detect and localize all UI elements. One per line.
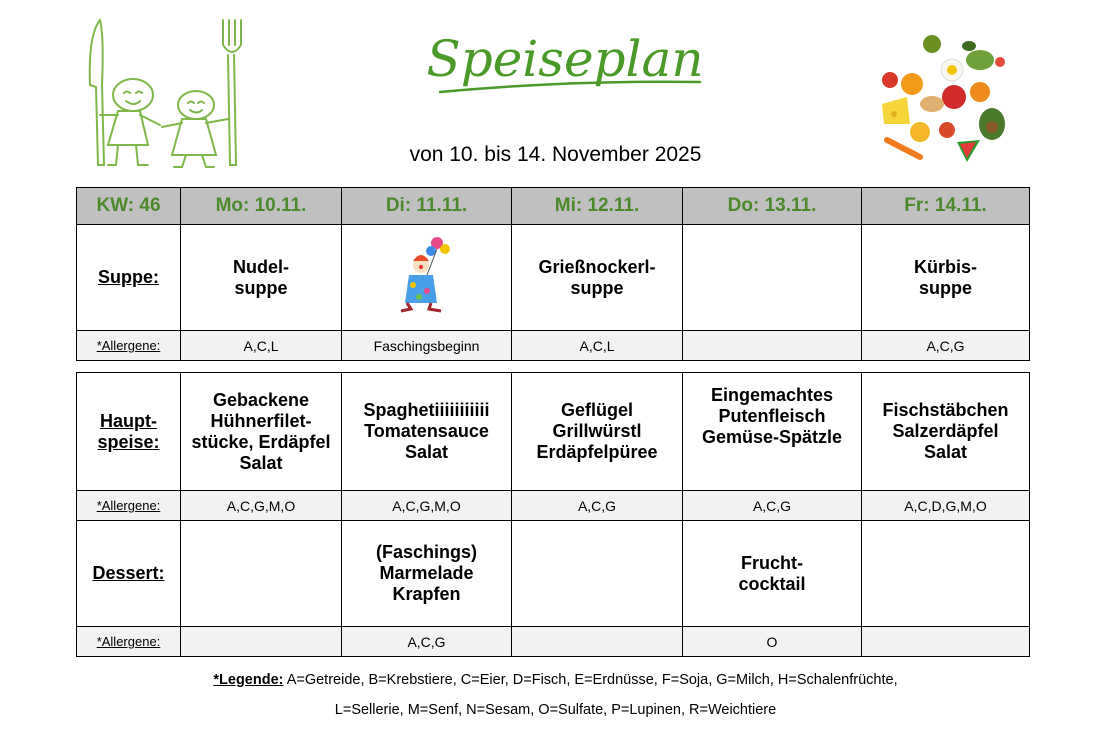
dessert-label: Dessert: (92, 563, 165, 583)
day-header-fr: Fr: 14.11. (862, 188, 1030, 225)
main-allergens-mi: A,C,G (512, 491, 683, 521)
clown-icon (397, 235, 457, 315)
dessert-cell-do: Frucht- cocktail (683, 521, 862, 627)
dessert-allergens-di: A,C,G (342, 627, 512, 657)
soup-allergens-fr: A,C,G (862, 331, 1030, 361)
legend-line-2: L=Sellerie, M=Senf, N=Sesam, O=Sulfate, P=Lupinen, R=Weichtiere (334, 702, 777, 718)
soup-cell-di (342, 225, 512, 331)
soup-allergens-mi: A,C,L (512, 331, 683, 361)
dessert-cell-fr (862, 521, 1030, 627)
page-title: Speiseplan (426, 30, 704, 88)
soup-allergens-do (683, 331, 862, 361)
day-header-mi: Mi: 12.11. (512, 188, 683, 225)
day-header-do: Do: 13.11. (683, 188, 862, 225)
dessert-cell-di: (Faschings) Marmelade Krapfen (342, 521, 512, 627)
dessert-allergens-fr (862, 627, 1030, 657)
main-allergens-do: A,C,G (683, 491, 862, 521)
main-cell-mo: Gebackene Hühnerfilet- stücke, Erdäpfel Salat (181, 373, 342, 491)
soup-cell-fr: Kürbis- suppe (862, 225, 1030, 331)
main-allergens-di: A,C,G,M,O (342, 491, 512, 521)
soup-cell-mi: Grießnockerl- suppe (512, 225, 683, 331)
header-table (76, 187, 1030, 361)
dessert-cell-mi (512, 521, 683, 627)
dessert-allergens-do: O (683, 627, 862, 657)
soup-allergens-mo: A,C,L (181, 331, 342, 361)
soup-allergen-label: *Allergene: (77, 331, 181, 361)
soup-cell-do (683, 225, 862, 331)
dessert-allergens-mi (512, 627, 683, 657)
dessert-cell-mo (181, 521, 342, 627)
page-title-graphic (420, 20, 710, 105)
main-cell-do: Eingemachtes Putenfleisch Gemüse-Spätzle (683, 373, 862, 491)
dessert-allergens-mo (181, 627, 342, 657)
soup-label: Suppe: (98, 267, 159, 287)
main-course-label: Haupt- speise: (97, 410, 160, 452)
dessert-allergen-label: *Allergene: (77, 627, 181, 657)
main-course-table (76, 372, 1030, 521)
main-cell-di: Spaghetiiiiiiiiiii Tomatensauce Salat (342, 373, 512, 491)
soup-cell-mo: Nudel- suppe (181, 225, 342, 331)
day-header-mo: Mo: 10.11. (181, 188, 342, 225)
main-allergen-label: *Allergene: (77, 491, 181, 521)
date-range: von 10. bis 14. November 2025 (409, 143, 702, 166)
dessert-table (76, 520, 1030, 657)
week-number: KW: 46 (77, 188, 181, 225)
main-allergens-mo: A,C,G,M,O (181, 491, 342, 521)
day-header-di: Di: 11.11. (342, 188, 512, 225)
legend (0, 665, 1111, 725)
main-allergens-fr: A,C,D,G,M,O (862, 491, 1030, 521)
main-cell-fr: Fischstäbchen Salzerdäpfel Salat (862, 373, 1030, 491)
legend-label: *Legende: (213, 672, 284, 688)
main-cell-mi: Geflügel Grillwürstl Erdäpfelpüree (512, 373, 683, 491)
legend-line-1: *Legende: A=Getreide, B=Krebstiere, C=Eier, D=Fisch, E=Erdnüsse, F=Soja, G=Milch, H=Schalenfrüchte, (213, 672, 898, 688)
soup-allergens-di: Faschingsbeginn (342, 331, 512, 361)
